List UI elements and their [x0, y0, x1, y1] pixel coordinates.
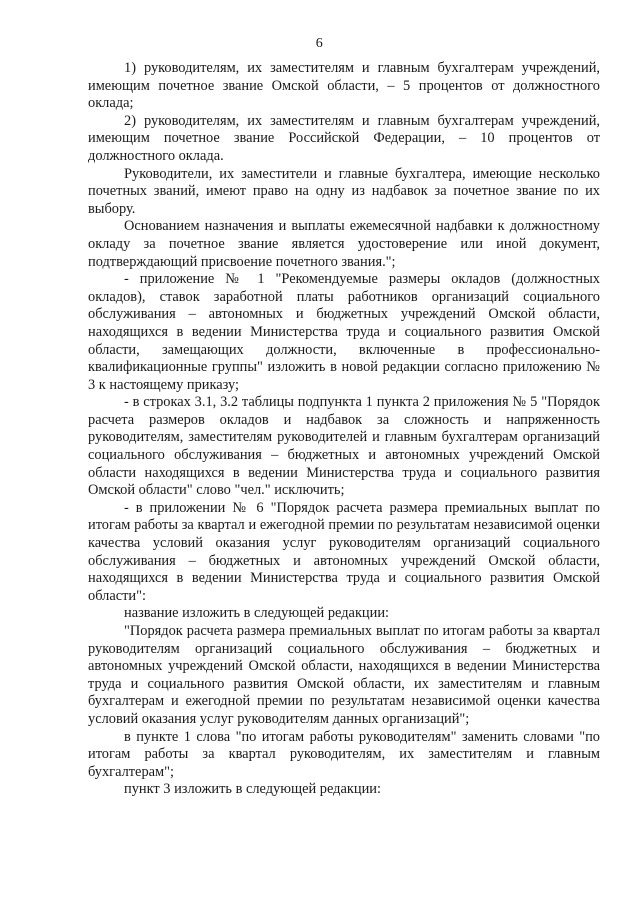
paragraph: Руководители, их заместители и главные бухгалтера, имеющие несколько почетных званий, имеют право на одну из надбавок за почетное звание по их выбору. [88, 165, 600, 217]
paragraph: в пункте 1 слова "по итогам работы руководителям" заменить словами "по итогам работы за квартал руководителям, их заместителям и главным бухгалтерам"; [88, 728, 600, 780]
paragraph: - приложение № 1 "Рекомендуемые размеры окладов (должностных окладов), ставок заработной платы работников организаций социального обслуживания – автономных и бюджетных учреждений Омской области, находящихся в ведении Министерства труда и социального развития Омской области, замещающих должности, включенные в профессионально-квалификационные группы" изложить в новой редакции согласно приложению № 3 к настоящему приказу; [88, 271, 600, 393]
paragraph: 2) руководителям, их заместителям и главным бухгалтерам учреждений, имеющим почетное звание Российской Федерации, – 10 процентов от должностного оклада. [88, 112, 600, 164]
paragraph: пункт 3 изложить в следующей редакции: [124, 781, 381, 798]
document-body [88, 60, 600, 799]
paragraph: - в строках 3.1, 3.2 таблицы подпункта 1 пункта 2 приложения № 5 "Порядок расчета размеров окладов и надбавок за сложность и напряженность руководителям, заместителям руководителей и главным бухгалтерам организаций социального обслуживания – бюджетных и автономных учреждений Омской области находящихся в ведении Министерства труда и социального развития Омской области" слово "чел." исключить; [88, 394, 600, 499]
paragraph: 1) руководителям, их заместителям и главным бухгалтерам учреждений, имеющим почетное звание Омской области, – 5 процентов от должностного оклада; [88, 60, 600, 112]
paragraph: - в приложении № 6 "Порядок расчета размера премиальных выплат по итогам работы за квартал и ежегодной премии по результатам независимой оценки качества условий оказания услуг руководителям организаций социального обслуживания – бюджетных и автономных учреждений Омской области, находящихся в ведении Министерства труда и социального развития Омской области": [88, 499, 600, 604]
paragraph: название изложить в следующей редакции: [124, 605, 390, 622]
paragraph: "Порядок расчета размера премиальных выплат по итогам работы за квартал руководителям организаций социального обслуживания – бюджетных и автономных учреждений Омской области, находящихся в ведении Министерства труда и социального развития Омской области, их заместителям и главным бухгалтерам и ежегодной премии по результатам независимой оценки качества условий оказания услуг руководителям данных организаций"; [88, 623, 600, 727]
page-number: 6 [315, 36, 324, 51]
paragraph: Основанием назначения и выплаты ежемесячной надбавки к должностному окладу за почетное звание является удостоверение или иной документ, подтверждающий присвоение почетного звания."; [88, 218, 600, 270]
